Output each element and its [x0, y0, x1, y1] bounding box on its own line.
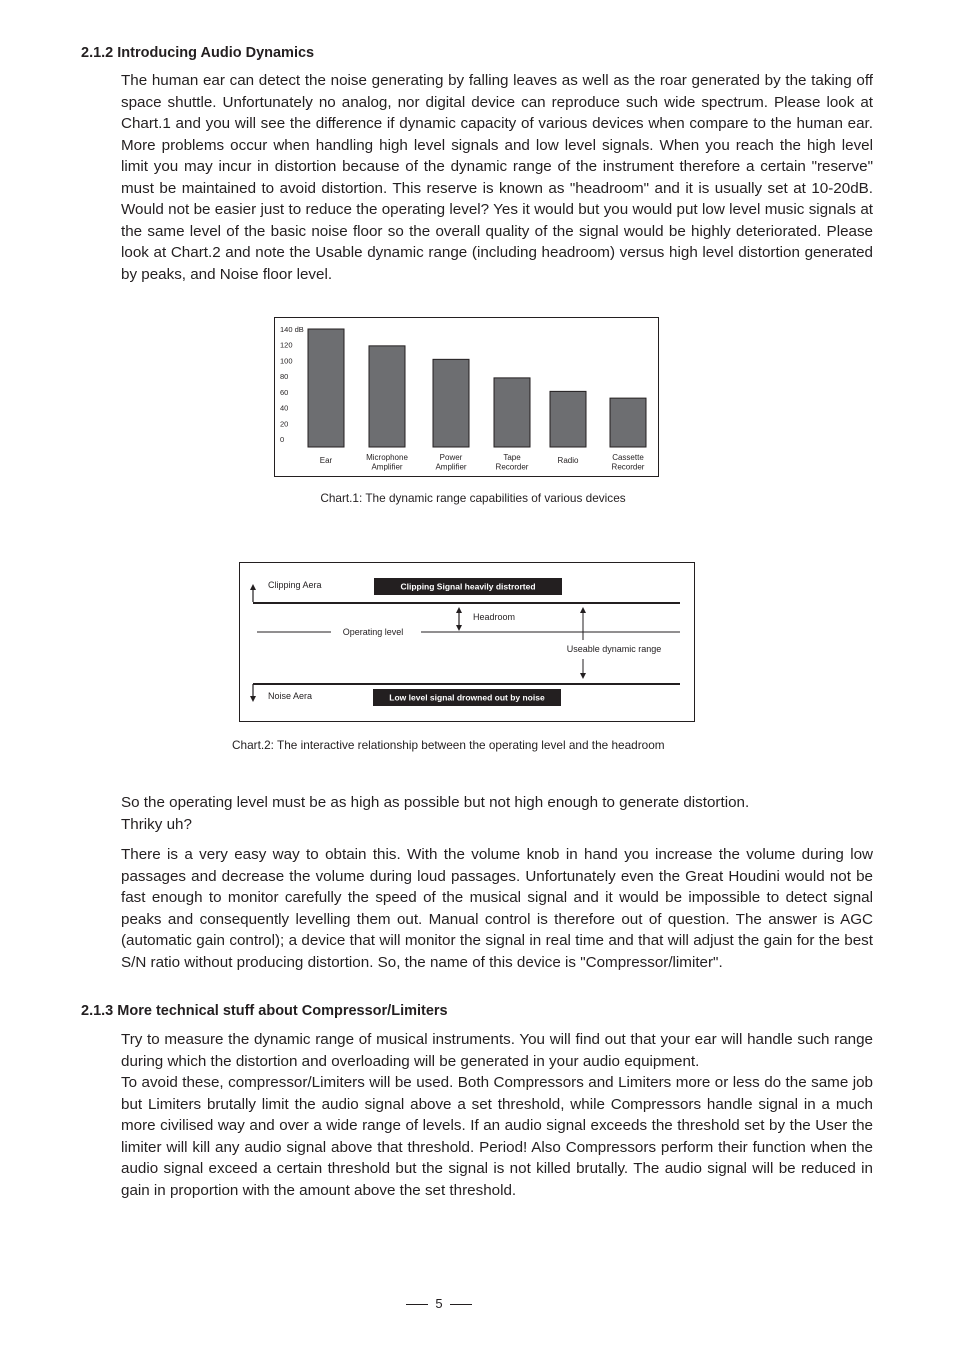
bar-ear — [308, 329, 344, 447]
y-tick-label: 60 — [280, 387, 289, 397]
bar-microphone-amplifier — [369, 346, 405, 447]
page-number: 5 — [435, 1296, 443, 1311]
x-category-label: Amplifier — [371, 462, 403, 472]
agc-paragraph: There is a very easy way to obtain this. With the volume knob in hand you increase the volume during low passages and decrease the volume during loud passages. Unfortunately even the Great Houdini would not be fast enough to monitor carefully the speed of the musical signal and it would be impossible to detect signal peaks and consequently levelling them out. Manual control is therefore out of question. The answer is AGC (automatic gain control); a device that will monitor the signal in real time and that will adjust the gain for the best S/N ratio without producing distortion. So, the name of this device is "Compressor/limiter". — [121, 846, 873, 971]
headroom-label: Headroom — [473, 612, 516, 622]
bar-tape-recorder — [494, 378, 530, 447]
x-category-label: Radio — [557, 456, 579, 465]
y-tick-label: 100 — [280, 356, 293, 366]
intro-paragraph: The human ear can detect the noise generating by falling leaves as well as the roar generated by the taking off space shuttle. Unfortunately no analog, nor digital device can reproduce such wide spectrum. Please look at Chart.1 and you will see the difference if dynamic capacity of various devices when compare to the human ear. More problems occur when handling high level signals and low level signals. When you reach the high level limit you may incur in distortion because of the dynamic range of the instrument therefore a certain "reserve" must be maintained to avoid distortion. This reserve is known as "headroom" and it is usually set at 10-20dB. Would not be easier just to reduce the operating level? Yes it would but you would put low level music signals at the same level of the basic noise floor so the overall quality of the signal would be highly deteriorated. Please look at Chart.2 and note the Usable dynamic range (including headroom) versus high level distortion generated by peaks, and Noise floor level. — [121, 72, 873, 283]
y-tick-label: 20 — [280, 419, 289, 429]
x-category-label: Tape — [503, 453, 521, 462]
clipping-area-label: Clipping Aera — [268, 580, 322, 590]
x-category-label: Microphone — [366, 453, 408, 462]
footer-dash-right — [450, 1304, 472, 1305]
bar-power-amplifier — [433, 359, 469, 447]
x-category-label: Cassette — [612, 453, 644, 462]
section-heading-2-1-3: 2.1.3 More technical stuff about Compressor/Limiters — [81, 1003, 448, 1019]
page-footer — [0, 1296, 878, 1311]
chart-1-caption: Chart.1: The dynamic range capabilities of various devices — [320, 491, 626, 505]
y-tick-label: 80 — [280, 372, 289, 382]
chart-2-caption: Chart.2: The interactive relationship between the operating level and the headroom — [232, 738, 665, 752]
chart-2-headroom-diagram — [239, 562, 695, 722]
dynamic-range-paragraph: Try to measure the dynamic range of musical instruments. You will find out that your ear will handle such range during which the distortion and overloading will be generated in your audio equipment. — [121, 1031, 873, 1070]
section-heading-2-1-2: 2.1.2 Introducing Audio Dynamics — [81, 45, 315, 61]
bar-cassette-recorder — [610, 398, 646, 447]
clipping-box-label: Clipping Signal heavily distrorted — [400, 581, 536, 592]
noise-box-label: Low level signal drowned out by noise — [389, 692, 545, 703]
chart-1-dynamic-range-bars — [274, 317, 659, 477]
bar-radio — [550, 391, 586, 447]
x-category-label: Amplifier — [435, 462, 467, 472]
x-category-label: Ear — [319, 456, 333, 465]
compressor-limiter-paragraph: To avoid these, compressor/Limiters will be used. Both Compressors and Limiters more or less do the same job but Limiters brutally limit the audio signal above a set threshold, while Compressors handle signal in a much more civilised way and over a wide range of levels. If an audio signal exceeds the threshold set by the User the limiter will kill any audio signal above that threshold. Period! Also Compressors perform their function when the audio signal exceed a certain threshold but the signal is not killed brutally. The audio signal will be reduced in gain in proportion with the amount above the set threshold. — [121, 1074, 873, 1199]
footer-dash-left — [406, 1304, 428, 1305]
y-tick-label: 140 dB — [280, 325, 304, 334]
x-category-label: Recorder — [495, 462, 529, 472]
y-tick-label: 120 — [280, 340, 293, 350]
operating-level-label: Operating level — [342, 627, 404, 637]
x-category-label: Power — [439, 453, 463, 462]
y-tick-label: 40 — [280, 403, 289, 413]
noise-area-label: Noise Aera — [268, 691, 313, 701]
thriky-line: Thriky uh? — [121, 816, 192, 833]
operating-level-paragraph: So the operating level must be as high as possible but not high enough to generate distortion. — [121, 794, 750, 811]
x-category-label: Recorder — [611, 462, 645, 472]
y-tick-label: 0 — [280, 435, 285, 444]
usable-range-label: Useable dynamic range — [566, 644, 662, 654]
